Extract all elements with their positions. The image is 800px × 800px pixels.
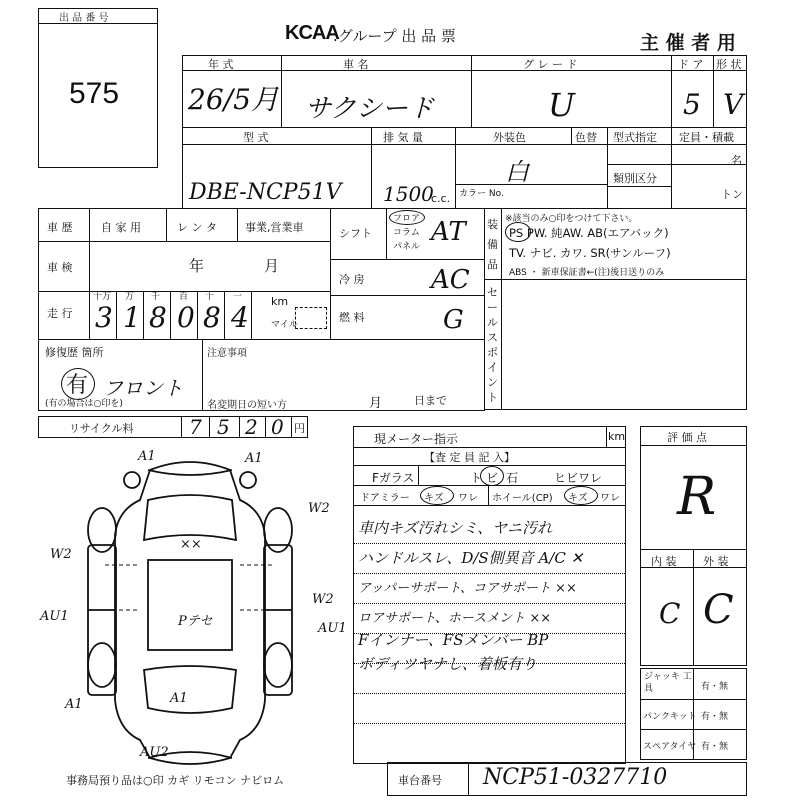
note-line: ロアサポート、ホースメント ×× (358, 611, 552, 626)
inspection-label: 車 検 (47, 261, 73, 274)
mirror-label: ドアミラー (360, 493, 410, 504)
repair-location: フロント (103, 376, 183, 400)
short-inspection-month: 月 (369, 396, 383, 411)
lot-number-box (38, 8, 158, 168)
model-value: DBE-NCP51V (189, 180, 342, 205)
shift-option-panel[interactable]: パネル (393, 242, 421, 252)
digit-header-1k: 千 (151, 292, 161, 302)
jack-choice[interactable]: 有・無 (701, 682, 729, 692)
damage-mark: AU2 (140, 745, 169, 760)
grade-label: グ レ ー ド (523, 58, 578, 71)
spare-choice[interactable]: 有・無 (701, 742, 729, 752)
color-no-label: カラー No. (459, 189, 504, 199)
wheel-label: ホイール(CP) (492, 493, 553, 504)
grade-value: U (548, 86, 575, 124)
recycle-digit: 2 (245, 415, 258, 439)
shift-option-floor[interactable]: フロア (393, 214, 421, 224)
exterior-label: 外 装 (703, 555, 729, 568)
displacement-label: 排 気 量 (383, 131, 423, 144)
mileage-digit: 8 (203, 301, 221, 334)
color-label: 外装色 (493, 131, 526, 144)
mileage-digit: 3 (95, 301, 113, 334)
vehicle-damage-diagram (40, 440, 347, 770)
repair-sub-note: (有の場合は○印を) (45, 399, 123, 409)
mileage-label: 走 行 (47, 307, 73, 320)
damage-mark: W2 (50, 547, 72, 562)
note-line: Fインナー、FSメンバー BP (358, 631, 549, 649)
note-line: アッパーサポート、コアサポート ×× (358, 581, 577, 596)
repair-label: 修復歴 箇所 (45, 346, 104, 359)
puncture-choice[interactable]: 有・無 (701, 712, 729, 722)
model-label: 型 式 (243, 131, 269, 144)
brand-logo: KCAA (285, 22, 339, 44)
damage-mark: W2 (312, 592, 334, 607)
notes-label: 注意事項 (207, 348, 247, 359)
recycle-digit: 0 (271, 415, 284, 439)
model-spec-label: 型式指定 (613, 131, 657, 144)
damage-mark: ×× (180, 537, 202, 552)
ac-value: AC (431, 265, 470, 295)
displacement-value: 1500 (383, 182, 434, 206)
meter-label: 現メーター指示 (374, 432, 459, 446)
vehicle-basic-table (182, 55, 747, 128)
note-line: ハンドルスレ、D/S側異音 A/C ✕ (358, 549, 584, 567)
accessories-table (640, 668, 747, 760)
mirror-option[interactable]: キズ (424, 493, 444, 504)
recycle-digit: 7 (189, 415, 202, 439)
unit-mile: マイル (271, 320, 298, 330)
wheel-option[interactable]: キズ (568, 493, 588, 504)
appraisal-header: 【査 定 員 記 入】 (424, 451, 515, 464)
rating-value: R (677, 467, 717, 527)
repair-table (38, 339, 485, 411)
rating-label: 評 価 点 (667, 431, 707, 444)
year-value: 26/5月 (188, 83, 279, 116)
shape-label: 形 状 (716, 58, 742, 71)
puncture-label: パンクキット (643, 712, 697, 722)
digit-header-10: 十 (205, 292, 215, 302)
digit-header-100k: 十万 (93, 292, 112, 302)
ac-label: 冷 房 (339, 273, 365, 286)
equipment-line-1: PS PW. 純AW. AB(エアバック) (509, 226, 669, 240)
recycle-digit: 5 (217, 415, 230, 439)
glass-option[interactable]: 石 (506, 471, 519, 485)
equipment-note: ※該当のみ○印をつけて下さい。 (505, 214, 638, 224)
glass-option[interactable]: ビ (486, 471, 499, 485)
equipment-line-3: ABS ・ 新車保証書←(注)後日送りのみ (509, 268, 665, 278)
chassis-value: NCP51-0327710 (483, 765, 668, 790)
inspection-year-label: 年 (189, 257, 205, 275)
shape-value: V (723, 88, 744, 121)
name-value: サクシード (305, 94, 434, 124)
damage-mark: AU1 (318, 621, 347, 636)
recycle-label: リサイクル料 (69, 422, 134, 435)
chassis-box (387, 762, 747, 796)
history-option-business[interactable]: 事業,営業車 (245, 221, 304, 234)
sales-point-label: セールスポイント (487, 286, 498, 404)
digit-header-100: 百 (179, 292, 189, 302)
mileage-digit: 4 (231, 301, 249, 334)
year-label: 年 式 (208, 58, 234, 71)
note-line: 車内キズ汚れシミ、ヤニ汚れ (358, 519, 553, 537)
group-title: .グループ 出 品 票 (333, 27, 456, 45)
shift-value: AT (431, 217, 466, 247)
color-value: 白 (505, 158, 529, 186)
category-label: 類別区分 (613, 172, 657, 185)
capacity-unit-name: 名 (731, 154, 742, 167)
exterior-value: C (703, 587, 734, 633)
capacity-label: 定員・積載 (679, 131, 734, 144)
digit-header-1: 一 (233, 292, 243, 302)
equipment-side-label: 装備品 (487, 218, 498, 271)
history-table (38, 208, 331, 340)
fuel-label: 燃 料 (339, 311, 365, 324)
wheel-option[interactable]: ワレ (600, 493, 620, 504)
unit-km: km (271, 295, 289, 308)
door-label: ド ア (678, 58, 704, 71)
jack-label: ジャッキ 工 具 (644, 672, 692, 694)
rating-table (640, 426, 747, 666)
lot-label: 出 品 番 号 (59, 13, 109, 24)
chassis-label: 車台番号 (398, 774, 442, 787)
capacity-unit-ton: トン (721, 188, 743, 201)
history-option-rental[interactable]: レ ン タ (177, 221, 217, 234)
damage-mark: A1 (65, 697, 83, 712)
name-label: 車 名 (343, 58, 369, 71)
recycle-unit: 円 (294, 422, 305, 435)
glass-option[interactable]: ヒビワレ (554, 471, 603, 485)
damage-mark: AU1 (40, 609, 69, 624)
drivetrain-table (330, 208, 485, 340)
host-label: 主 催 者 用 (640, 32, 736, 54)
note-line: ボディツヤナし、着板有り (358, 655, 537, 673)
cc-unit: c.c. (431, 192, 451, 205)
interior-label: 内 装 (651, 555, 677, 568)
recycle-table (38, 416, 308, 438)
mileage-digit: 1 (123, 301, 141, 334)
vehicle-spec-table (182, 127, 747, 209)
history-option-private[interactable]: 自 家 用 (101, 221, 141, 234)
fuel-value: G (443, 305, 464, 335)
shift-option-column[interactable]: コラム (393, 228, 420, 238)
damage-mark: A1 (245, 451, 263, 466)
meter-unit: km (608, 430, 626, 443)
history-label: 車 歴 (47, 221, 73, 234)
short-inspection-day: 日まで (414, 394, 447, 407)
mileage-digit: 8 (149, 301, 167, 334)
equipment-line-2: TV. ナビ. カワ. SR(サンルーフ) (509, 246, 671, 260)
damage-mark: Pテセ (178, 614, 213, 629)
interior-value: C (659, 597, 681, 630)
mirror-option[interactable]: ワレ (458, 493, 478, 504)
glass-label: Fガラス (372, 471, 415, 485)
digit-header-10k: 万 (125, 292, 135, 302)
inspection-month-label: 月 (264, 257, 280, 275)
equipment-table (484, 208, 747, 410)
damage-mark: A1 (138, 449, 156, 464)
lot-number: 575 (69, 77, 120, 110)
shift-label: シフト (339, 227, 372, 240)
glass-option[interactable]: ト (470, 471, 483, 485)
office-note: 事務局預り品は○印 カギ リモコン ナビロム (66, 774, 285, 787)
damage-mark: A1 (170, 691, 188, 706)
color-change-label: 色替 (575, 131, 597, 144)
inspector-notes-table (353, 426, 626, 764)
damage-mark: W2 (308, 501, 330, 516)
spare-label: スペアタイヤ (643, 742, 697, 752)
door-value: 5 (683, 88, 701, 121)
repair-value: 有 (66, 373, 89, 398)
mileage-digit: 0 (177, 301, 195, 334)
short-inspection-label: 名変期日の短い方 (207, 400, 287, 411)
